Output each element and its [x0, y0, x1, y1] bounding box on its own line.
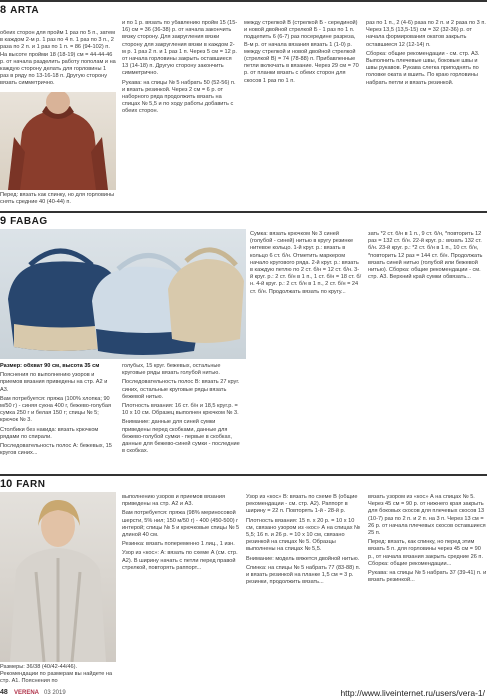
paragraph: Вам потребуется: пряжа (100% хлопка; 90 м/50 г) - синяя сукна 400 г, бежево-голубая сумка 250 г и белая 150 г; спицы № 5; крючок № 3. — [0, 395, 111, 424]
paragraph: Рукава: на спицы № 5 набрать 37 (39-41) п. и вязать резинкой... — [368, 570, 487, 584]
paragraph: Вам потребуется: пряжа (98% мериносовой шерсти, 5% нил; 150 м/50 г) - 400 (450-500) г интерой; спицы № 5 и крючковые спицы № 5 длиной 40 см. — [122, 510, 240, 539]
section-rule — [0, 0, 487, 2]
paragraph: Узор из «кос»: А: вязать по схеме А (см. стр. А2). В ширину начать с петли перед правой стрелкой, повторять раппорт... — [122, 550, 238, 571]
paragraph: Плотность вязания: 16 ст. б/н и 18,5 круг.р. = 10 х 10 см. Образец выполнен крючком № 3. — [122, 403, 239, 417]
section-title: FABAG — [10, 215, 48, 227]
paragraph: Размер: обхват 90 см, высота 35 см — [0, 363, 100, 369]
text-column — [122, 20, 238, 206]
section-rule — [0, 474, 487, 476]
section-header — [0, 478, 45, 490]
paragraph: между стрелкой В (стрелкой Б - серединой) и новой двойной стрелкой Б - 1 раз по 1 п. подцепить 6 (6-7) раз посередине разреза, В-м р. от начала вязания вязать 1 (1-0) р. между стрелкой и новой двойной стрелкой (стрелкой В) = 74 (78-88) п. Прибавленные петли включать в вязание. Через 29 см = 70 р. от планки вязать с обеих сторон для скосов 1 раз по 1 п. — [244, 20, 359, 84]
paragraph: Перед: вязать как спинку, но для горловины снять средние 40 (40-44) п. — [0, 192, 115, 206]
text-column — [0, 30, 116, 90]
paragraph: выполнению узоров и приемов вязания приведены на стр. А2 и А3. — [122, 494, 225, 508]
section-number: 8 — [0, 4, 7, 16]
paragraph: Размеры: 36/38 (40/42-44/46). Рекомендации по размерам вы найдете на стр. А1. Пояснения по — [0, 664, 113, 685]
paragraph: Внимание: модель вяжется двойной нитью. — [246, 555, 360, 562]
page-footer — [0, 688, 487, 699]
text-column — [368, 494, 487, 686]
product-photo — [0, 92, 116, 190]
text-column — [0, 363, 116, 473]
text-column — [0, 664, 116, 686]
section-farn — [0, 474, 487, 686]
bags-photo — [0, 229, 246, 359]
section-title: ARTA — [10, 4, 40, 16]
section-header — [0, 4, 39, 16]
text-column — [122, 363, 242, 473]
paragraph: Последовательность полос А: бежевых, 15 кругов синих... — [0, 443, 112, 457]
text-column — [0, 192, 116, 210]
section-title: FARN — [16, 478, 46, 490]
section-rule — [0, 211, 487, 213]
paragraph: Узор из «кос» В: вязать по схеме В (общие рекомендации - см. стр. А2). Раппорт в ширину = 22 п. Повторять 1-й - 28-й р. — [246, 494, 358, 515]
paragraph: голубых, 15 круг. бежевых, остальные круговые ряды вязать голубой нитью. — [122, 363, 221, 377]
paragraph: Рукава: на спицы № 5 набрать 50 (52-56) п. и вязать резинкой. Через 2 см = 6 р. от наборного ряда продолжить вязать на спицах № 5,5 и по ходу работы добавить с обеих сторон. — [122, 79, 236, 115]
paragraph: вязать узором из «кос» А на спицах № 5. Через 45 см = 90 р. от нижнего края закрыть для боковых скосов для плечевых скосов 13 (10-7) раз по 2 п. и 2 п. на 3 п. Через 13 см = 26 р. от начала плечевых скосов оставшиеся 25 п. — [368, 494, 486, 537]
section-number: 10 — [0, 478, 13, 490]
text-column — [122, 494, 240, 686]
text-column — [366, 20, 487, 206]
paragraph: обеих сторон для пройм 1 раз по 5 п., затем в каждом 2-м р. 1 раз по 4 п. 1 раз по 3 п., 2 раза по 2 п. и 1 раз по 1 п. = 86 (94-102) п. На высоте пройми 18 (18-19) см = 44-44-46 р. от начала разделить работу пополам и на каждую сторону делать для горловины 1 раз в ряду по 13-16-18 п. Другую сторону вязать симметрично. — [0, 30, 116, 87]
text-column — [368, 231, 487, 473]
paragraph: Перед: вязать, как спинку, но перед этим вязать 5 п. для горловины через 45 см = 90 р., от начала вязания закрыть средние 26 п. Сборка: общие рекомендации... — [368, 539, 484, 567]
paragraph: Сборка: общие рекомендации - см. стр. А3. Выполнить плечевые швы, боковые швы и швы рукавов. Рукава слегка приподнять по головке оката и вшить. По краю горловины набрать петли и вязать резинкой. — [366, 50, 480, 86]
section-fabag — [0, 211, 487, 473]
paragraph: Плотность вязания: 15 п. х 20 р. = 10 х 10 см, связано узором из «кос» А на спицах № 5,5; 16 п. и 26 р. = 10 х 10 см, связано резинкой на спицах № 5. Образцы выполнены на спицах № 5,5. — [246, 517, 361, 553]
paragraph: Спинка: на спицы № 5 набрать 77 (83-88) п. и вязать резинкой на планке 1,5 см = 3 р. резинки, продолжить вязать... — [246, 564, 361, 586]
paragraph: Сумка: вязать крючком № 3 синей (голубой - синей) нитью в кругу резинке нитевое кольцо. 1-й круг. р.: вязать в кольцо 6 ст. б/н. Отметить маркером начало кругового ряда. 2-й круг. р.: вязать в каждую петлю по 2 ст. б/н = 12 ст. б/н. 3-й круг. р.: 2 ст. б/н в 1 п., 1 ст. б/н = 18 ст. б/н. 4-й круг. р.: 2 ст. б/н в 1 п., 2 ст. б/н = 24 ст. б/н. Продолжать вязать по кругу... — [250, 231, 362, 295]
text-column — [246, 494, 362, 686]
paragraph: Столбики без накида: вязать крючком рядами по спирали. — [0, 426, 99, 440]
section-header — [0, 215, 48, 227]
paragraph: Пояснения по выполнению узоров и приемов вязания приведены на стр. А2 и А3. — [0, 372, 108, 393]
source-url-link[interactable]: http://www.liveinternet.ru/users/vera-1/ — [340, 688, 485, 698]
section-arta — [0, 0, 487, 210]
page-number: 48 — [0, 689, 8, 696]
paragraph: и по 1 р. вязать по убавлению пройм 15 (15-16) см = 36 (36-38) р. от начала закончить вязку сторону. Для закругления вязки сторону для закругления вязки в каждом 2-м р. 1 раз 2 п. и 1 раз 1 п. Через 5 см = 12 р. от начала горловины закрыть оставшиеся 13 (14-18) п. Другую сторону закончить симметрично. — [122, 20, 238, 77]
paragraph: Резинка: вязать попеременно 1 лиц., 1 изн. — [122, 541, 235, 548]
paragraph: раз по 1 п., 2 (4-6) раза по 2 п. и 2 раза по 3 п. Через 13,5 (13,5-15) см = 32 (32-36) р. от начала формирования окатов закрыть оставшиеся 12 (12-14) п. — [366, 20, 486, 48]
text-column — [250, 231, 362, 473]
paragraph: Внимание: данные для синей сумки приведены перед скобками, данные для бежево-голубой сумки - первые в скобках, данные для бежево-синей сумки - последние в скобках. — [122, 419, 240, 455]
model-photo — [0, 492, 116, 662]
text-column — [244, 20, 360, 206]
paragraph: зать *2 ст. б/н в 1 п., 9 ст. б/н, *повторить 12 раз = 132 ст. б/н. 22-й круг. р.: вязать 132 ст. б/н. 23-й круг. р.: *2 ст. б/н в 1 п., 10 ст. б/н, *повторить 12 раз = 144 ст. б/н. Продолжать вязать синей нитью (голубой или бежевой нитью). Сборка: общие рекомендации - см. стр. А3. Верхний край сумки обвязать... — [368, 231, 483, 281]
magazine-name: VERENA — [14, 690, 40, 696]
issue-label: 03 2019 — [44, 690, 66, 696]
section-number: 9 — [0, 215, 7, 227]
paragraph: Последовательность полос В: вязать 27 круг. синих, остальные круговые ряды вязать бежевой нитью. — [122, 379, 240, 400]
